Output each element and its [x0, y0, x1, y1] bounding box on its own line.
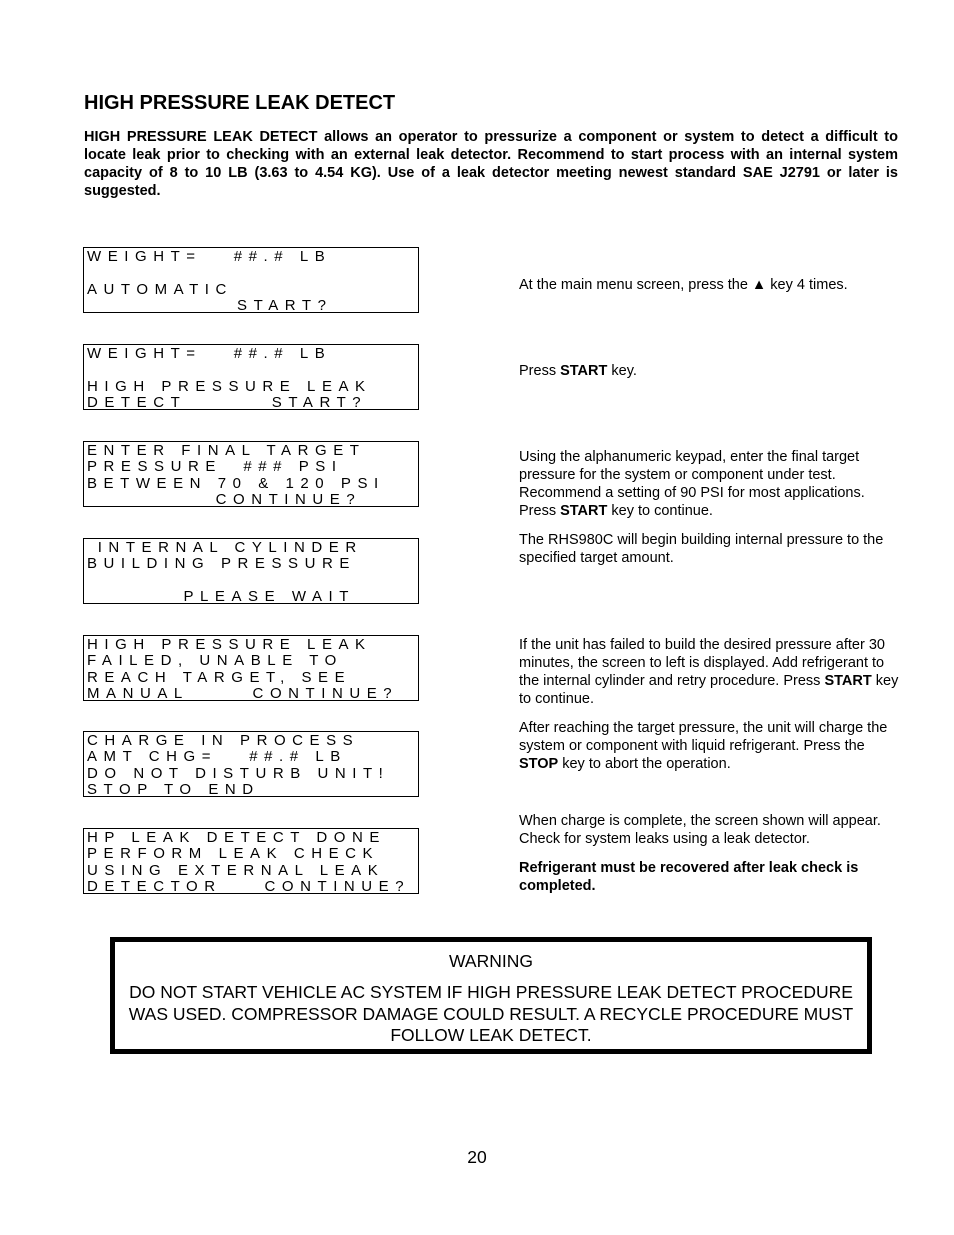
- step-text: The RHS980C will begin building internal pressure to the specified target amount.: [519, 532, 884, 566]
- lcd-screen-automatic: [83, 247, 419, 313]
- lcd-line: BETWEEN 70 & 120 PSI: [87, 475, 385, 492]
- lcd-line: ENTER FINAL TARGET: [87, 442, 366, 459]
- step-text: Using the alphanumeric keypad, enter the final target pressure for the system or component under test. Recommend a setting of 90 PSI for most applications. Press: [519, 449, 865, 519]
- step-text: After reaching the target pressure, the unit will charge the system or component with liquid refrigerant. Press the: [519, 720, 888, 754]
- step-text: key to abort the operation.: [558, 756, 731, 772]
- lcd-line: INTERNAL CYLINDER: [87, 539, 363, 556]
- lcd-line: DETECT START?: [87, 394, 368, 411]
- lcd-line: WEIGHT= ##.# LB: [87, 345, 332, 362]
- lcd-line: HIGH PRESSURE LEAK: [87, 378, 372, 395]
- step-text: key to continue.: [519, 673, 899, 707]
- warning-box: [110, 937, 872, 1054]
- lcd-line: WEIGHT= ##.# LB: [87, 248, 332, 265]
- page-title: HIGH PRESSURE LEAK DETECT: [84, 92, 396, 114]
- key-name: STOP: [519, 756, 559, 772]
- lcd-line: PLEASE WAIT: [87, 588, 355, 605]
- lcd-line: CHARGE IN PROCESS: [87, 732, 360, 749]
- lcd-line: PERFORM LEAK CHECK: [87, 845, 380, 862]
- step-text: key to continue.: [607, 503, 713, 519]
- lcd-screen-building-pressure: [83, 538, 419, 604]
- warning-text: DO NOT START VEHICLE AC SYSTEM IF HIGH PRESSURE LEAK DETECT PROCEDURE WAS USED. COMPRESSOR DAMAGE COULD RESULT. A RECYCLE PROCEDURE MUST FOLLOW LEAK DETECT.: [128, 982, 854, 1045]
- lcd-screen-hp-leak-detect: [83, 344, 419, 410]
- key-name: START: [824, 673, 872, 689]
- step-text: When charge is complete, the screen shown will appear. Check for system leaks using a leak detector.: [519, 813, 881, 847]
- step-text: If the unit has failed to build the desired pressure after 30 minutes, the screen to left is displayed. Add refrigerant to the internal cylinder and retry procedure. Press: [519, 637, 885, 689]
- step-text: Press: [519, 363, 561, 379]
- lcd-screen-charge-in-process: [83, 731, 419, 797]
- lcd-line: USING EXTERNAL LEAK: [87, 862, 385, 879]
- lcd-line: BUILDING PRESSURE: [87, 555, 356, 572]
- key-name: START: [560, 363, 608, 379]
- lcd-line: AMT CHG= ##.# LB: [87, 748, 347, 765]
- lcd-line: AUTOMATIC: [87, 281, 233, 298]
- warning-heading: WARNING: [449, 951, 533, 971]
- key-name: START: [560, 503, 608, 519]
- step-description: [519, 448, 899, 578]
- step-description: [519, 812, 899, 906]
- lcd-screen-failed: [83, 635, 419, 701]
- page-number: 20: [467, 1147, 487, 1167]
- lcd-line: STOP TO END: [87, 781, 260, 798]
- step-description: [519, 636, 899, 784]
- step-description: [519, 362, 899, 391]
- lcd-line: HP LEAK DETECT DONE: [87, 829, 386, 846]
- step-description: [519, 276, 899, 305]
- lcd-line: REACH TARGET, SEE: [87, 669, 352, 686]
- intro-paragraph: HIGH PRESSURE LEAK DETECT allows an operator to pressurize a component or system to detect a difficult to locate leak prior to checking with an external leak detector. Recommend to start process with an internal system capacity of 8 to 10 LB (3.63 to 4.54 KG). Use of a leak detector meeting newest standard SAE J2791 or later is suggested.: [84, 129, 898, 199]
- lcd-line: DO NOT DISTURB UNIT!: [87, 765, 390, 782]
- lcd-screen-enter-target: [83, 441, 419, 507]
- lcd-line: START?: [87, 297, 333, 314]
- recovery-note: Refrigerant must be recovered after leak check is completed.: [519, 860, 859, 894]
- lcd-screen-done: [83, 828, 419, 894]
- step-text: key.: [607, 363, 637, 379]
- lcd-line: FAILED, UNABLE TO: [87, 652, 343, 669]
- lcd-line: HIGH PRESSURE LEAK: [87, 636, 372, 653]
- lcd-line: PRESSURE ### PSI: [87, 458, 343, 475]
- lcd-line: DETECTOR CONTINUE?: [87, 878, 411, 895]
- step-text: At the main menu screen, press the ▲ key 4 times.: [519, 277, 848, 293]
- lcd-line: MANUAL CONTINUE?: [87, 685, 399, 702]
- lcd-line: CONTINUE?: [87, 491, 362, 508]
